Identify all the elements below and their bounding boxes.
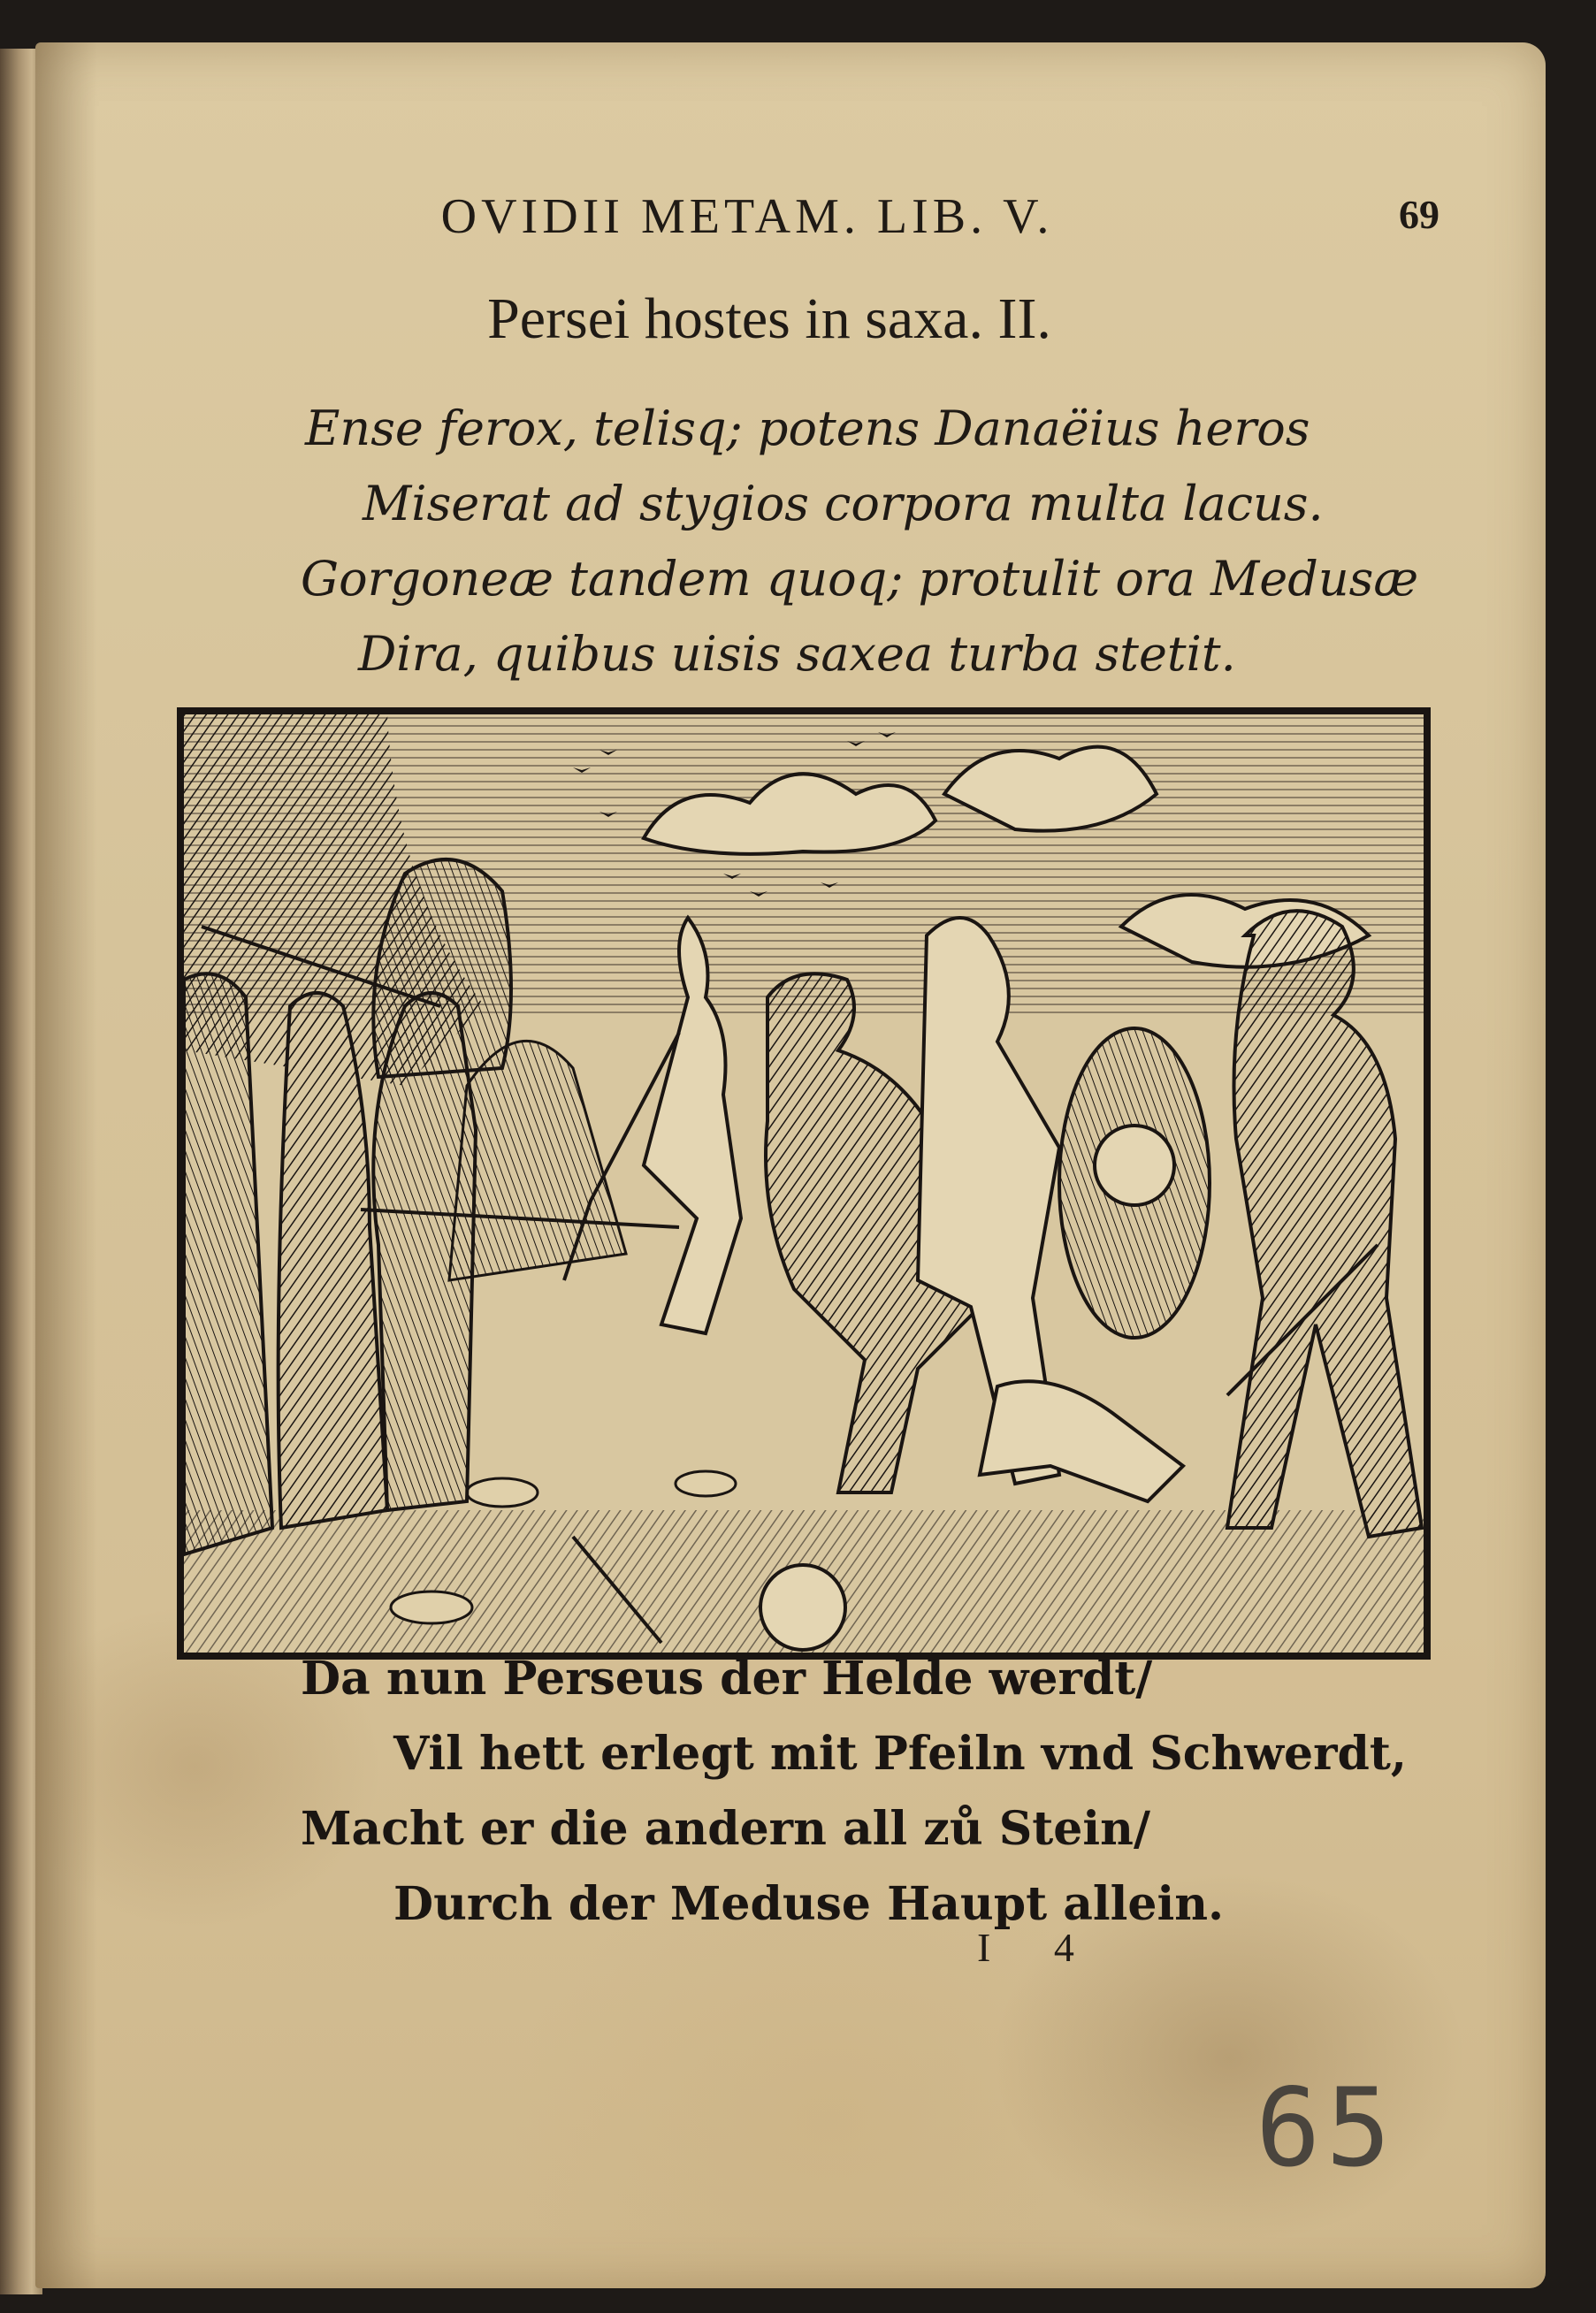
woodcut-illustration [177, 707, 1431, 1660]
latin-verse-line-1: Ense ferox, telisq; potens Danaëius heros [305, 401, 1310, 456]
latin-verse-line-3: Gorgoneæ tandem quoq; protulit ora Medusæ [301, 551, 1419, 607]
folio-number: 69 [1399, 192, 1439, 237]
signature-mark: I 4 [977, 1925, 1101, 1970]
running-head: OVIDII METAM. LIB. V. [440, 189, 1054, 244]
german-verse-line-2: Vil hett erlegt mit Pfeiln vnd Schwerdt, [393, 1727, 1407, 1781]
book-page [35, 42, 1546, 2288]
page-title: Persei hostes in saxa. II. [487, 286, 1051, 351]
german-verse-line-1: Da nun Perseus der Helde werdt/ [301, 1652, 1153, 1706]
german-verse-line-4: Durch der Meduse Haupt allein. [393, 1877, 1225, 1931]
latin-verse-line-4: Dira, quibus uisis saxea turba stetit. [358, 626, 1236, 682]
latin-verse-line-2: Miserat ad stygios corpora multa lacus. [363, 476, 1324, 531]
library-stamp-number: 65 [1256, 2065, 1396, 2191]
german-verse-line-3: Macht er die andern all zů Stein/ [301, 1802, 1150, 1856]
